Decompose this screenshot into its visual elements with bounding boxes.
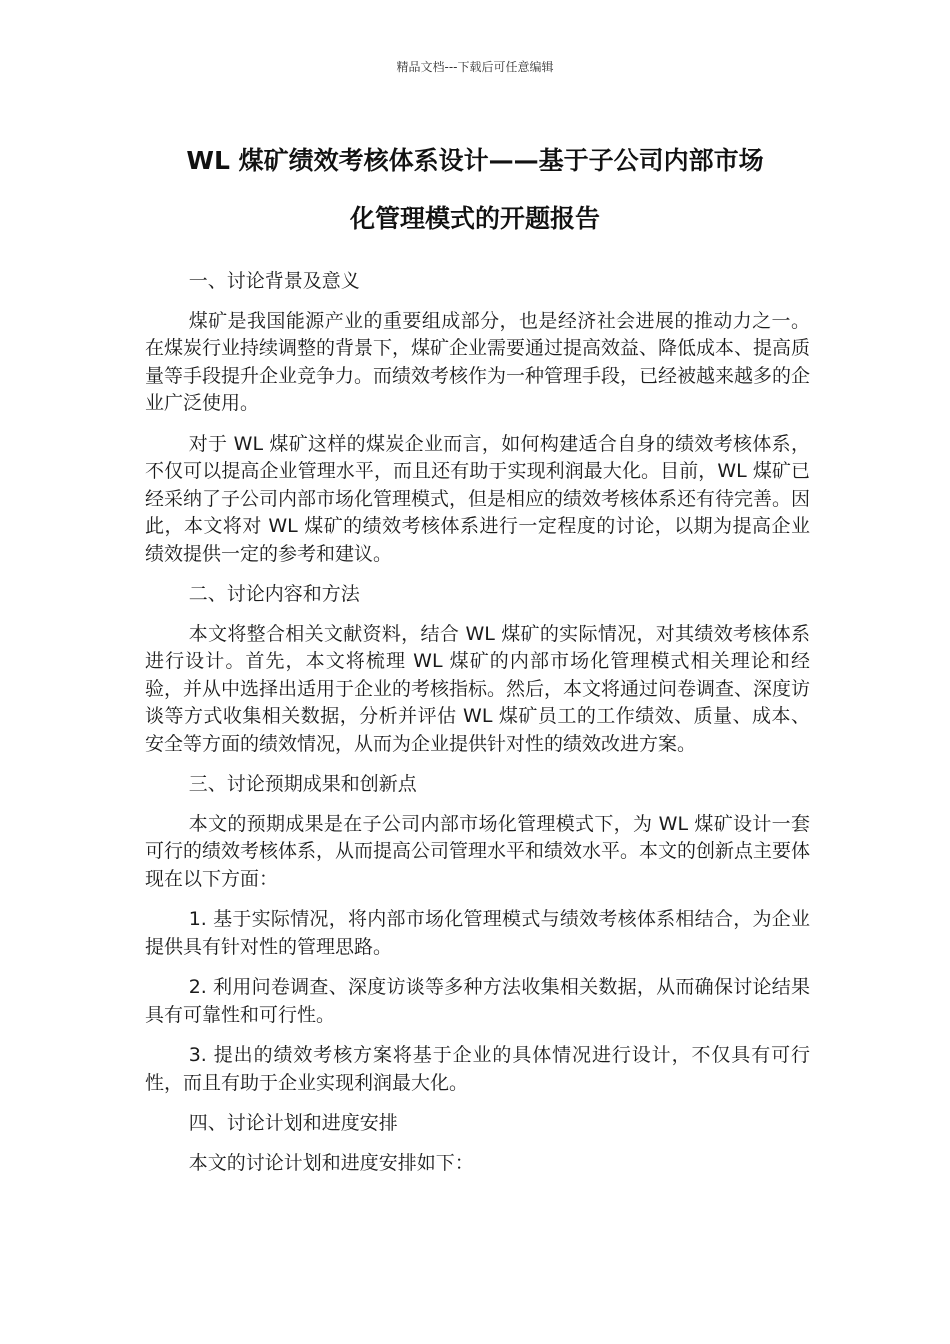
paragraph-plan-schedule: 本文的讨论计划和进度安排如下： xyxy=(188,1151,474,1174)
title-line-1: WL 煤矿绩效考核体系设计——基于子公司内部市场 xyxy=(186,146,764,175)
section-heading-background: 一、讨论背景及意义 xyxy=(188,270,360,292)
paragraph-expected-results: 本文的预期成果是在子公司内部市场化管理模式下，为 WL 煤矿设计一套可行的绩效考核体系，从而提高公司管理水平和绩效水平。本文的创新点主要体现在以下方面： xyxy=(145,812,811,890)
section-heading-content-method: 二、讨论内容和方法 xyxy=(188,583,360,605)
list-item-innovation-3: 3. 提出的绩效考核方案将基于企业的具体情况进行设计，不仅具有可行性，而且有助于企业实现利润最大化。 xyxy=(145,1044,810,1094)
title-line-2: 化管理模式的开题报告 xyxy=(349,204,600,233)
paragraph-background-1: 煤矿是我国能源产业的重要组成部分，也是经济社会进展的推动力之一。在煤炭行业持续调整的背景下，煤矿企业需要通过提高效益、降低成本、提高质量等手段提升企业竞争力。而绩效考核作为一种管理手段，已经被越来越多的企业广泛使用。 xyxy=(145,309,811,414)
paragraph-content-method: 本文将整合相关文献资料，结合 WL 煤矿的实际情况，对其绩效考核体系进行设计。首先，本文将梳理 WL 煤矿的内部市场化管理模式相关理论和经验，并从中选择出适用于企业的考核指标。然后，本文将通过问卷调查、深度访谈等方式收集相关数据，分析并评估 WL 煤矿员工的工作绩效、质量、成本、安全等方面的绩效情况，从而为企业提供针对性的绩效改进方案。 xyxy=(145,622,811,755)
paragraph-background-2: 对于 WL 煤矿这样的煤炭企业而言，如何构建适合自身的绩效考核体系，不仅可以提高企业管理水平，而且还有助于实现利润最大化。目前，WL 煤矿已经采纳了子公司内部市场化管理模式，但是相应的绩效考核体系还有待完善。因此，本文将对 WL 煤矿的绩效考核体系进行一定程度的讨论，以期为提高企业绩效提供一定的参考和建议。 xyxy=(145,432,811,565)
list-item-innovation-2: 2. 利用问卷调查、深度访谈等多种方法收集相关数据，从而确保讨论结果具有可靠性和可行性。 xyxy=(145,976,810,1026)
section-heading-expected-results: 三、讨论预期成果和创新点 xyxy=(188,773,417,795)
section-heading-plan-schedule: 四、讨论计划和进度安排 xyxy=(188,1112,398,1134)
document-title xyxy=(100,132,850,248)
page-header-watermark: 精品文档---下载后可任意编辑 xyxy=(396,60,554,74)
list-item-innovation-1: 1. 基于实际情况，将内部市场化管理模式与绩效考核体系相结合，为企业提供具有针对性的管理思路。 xyxy=(145,908,810,958)
document-body xyxy=(145,268,810,1190)
